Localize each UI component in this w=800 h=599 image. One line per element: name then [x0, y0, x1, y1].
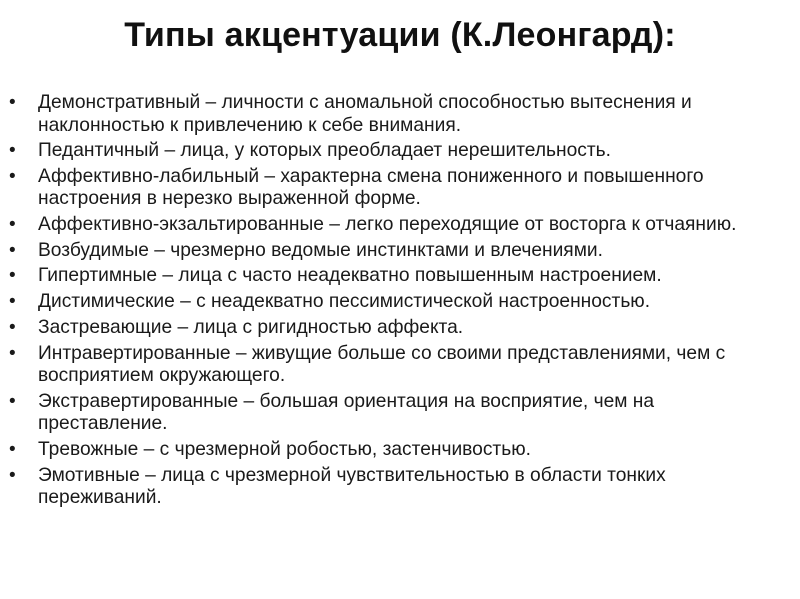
list-item-text: Тревожные – с чрезмерной робостью, застенчивостью. [38, 438, 531, 460]
list-item [0, 291, 800, 314]
bullet-icon: • [9, 464, 16, 486]
bullet-icon: • [9, 92, 16, 113]
list-item-text: Экстравертированные – большая ориентация на восприятие, чем на преставление. [38, 390, 655, 435]
list-item-text: Эмотивные – лица с чрезмерной чувствительностью в области тонких переживаний. [38, 464, 666, 509]
slide-title: Типы акцентуации (К.Леонгард): [124, 16, 676, 54]
bullet-icon: • [9, 140, 16, 162]
list-item [0, 317, 800, 340]
list-item [0, 140, 800, 163]
bullet-icon: • [9, 165, 16, 187]
list-item [0, 265, 800, 288]
list-item-text: Гипертимные – лица с часто неадекватно повышенным настроением. [38, 265, 662, 287]
bullet-icon: • [9, 239, 16, 261]
bullet-icon: • [9, 291, 16, 313]
list-item-text: Аффективно-экзальтированные – легко переходящие от восторга к отчаянию. [38, 214, 737, 236]
list-item [0, 391, 800, 436]
list-item [0, 465, 800, 510]
bullet-icon: • [9, 316, 16, 338]
list-item-text: Педантичный – лица, у которых преобладает нерешительность. [38, 140, 612, 162]
list-item-text: Интравертированные – живущие больше со своими представлениями, чем с восприятием окружающего. [38, 342, 726, 386]
bullet-icon: • [9, 438, 16, 460]
list-item [0, 214, 800, 237]
accentuation-types-list [0, 92, 800, 513]
list-item [0, 439, 800, 462]
bullet-icon: • [9, 214, 16, 236]
bullet-icon: • [9, 342, 16, 364]
list-item-text: Застревающие – лица с ригидностью аффекта. [38, 316, 464, 338]
bullet-icon: • [9, 390, 16, 412]
list-item-text: Дистимические – с неадекватно пессимистической настроенностью. [38, 291, 651, 313]
list-item-text: Аффективно-лабильный – характерна смена пониженного и повышенного настроения в нерезко выраженной форме. [38, 165, 704, 210]
list-item [0, 92, 800, 137]
list-item-text: Возбудимые – чрезмерно ведомые инстинктами и влечениями. [38, 239, 603, 261]
list-item [0, 240, 800, 263]
bullet-icon: • [9, 265, 16, 287]
list-item [0, 166, 800, 211]
list-item-text: Демонстративный – личности с аномальной способностью вытеснения и наклонностью к привлечению к себе внимания. [38, 92, 692, 136]
list-item [0, 343, 800, 388]
